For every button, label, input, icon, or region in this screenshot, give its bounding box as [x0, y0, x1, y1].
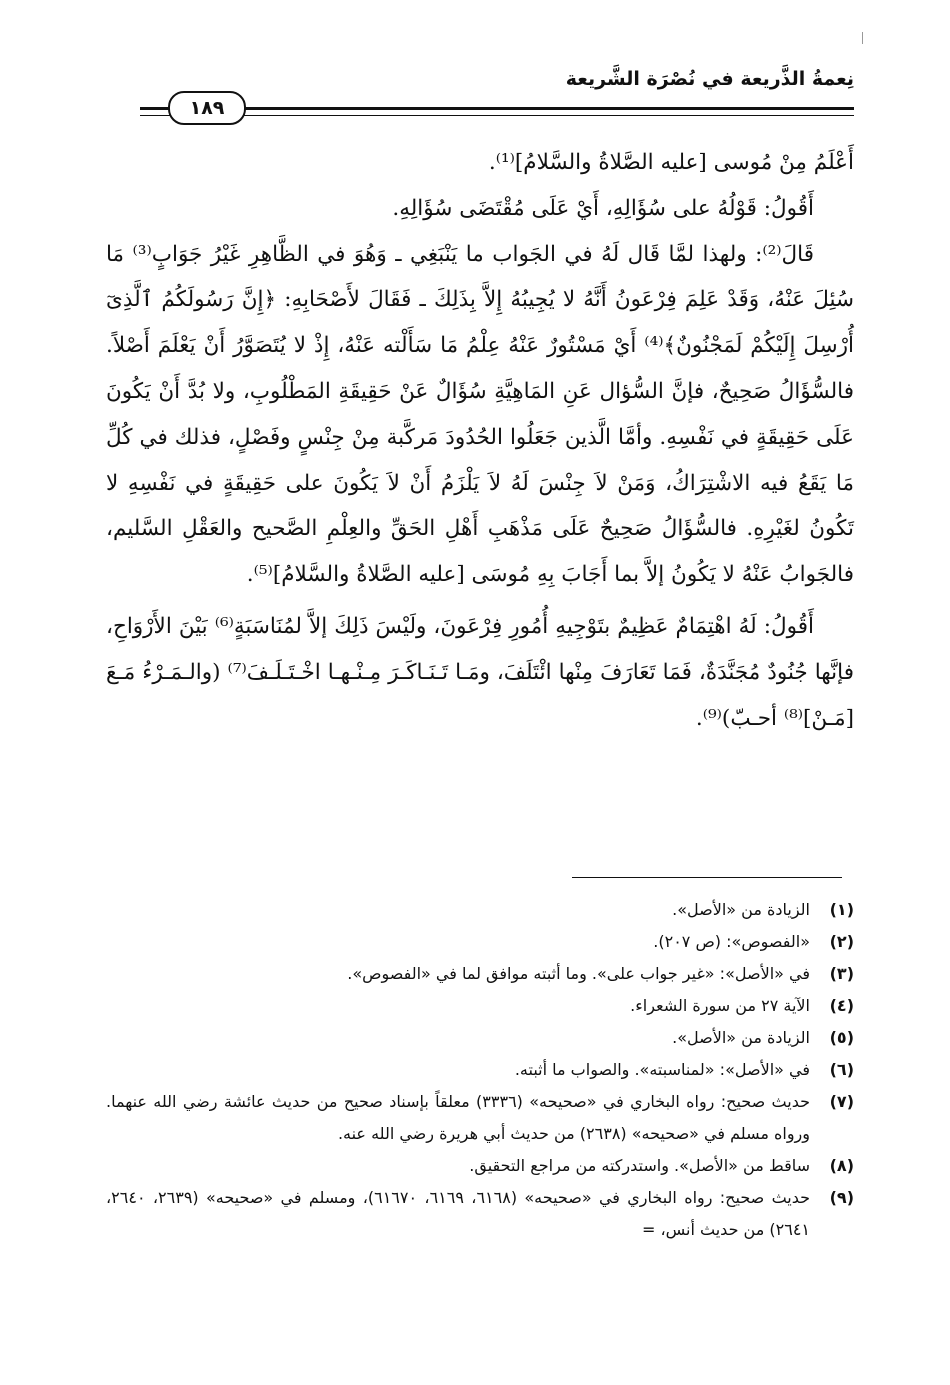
footnote-number: (١) [829, 900, 854, 919]
footnote-number: (٤) [829, 996, 854, 1015]
footnote [106, 958, 854, 990]
footnote-number: (٨) [829, 1156, 854, 1175]
main-text [106, 140, 854, 741]
footnote-text: ساقط من «الأصل». واستدركته من مراجع التحقيق. [469, 1156, 810, 1175]
footnote [106, 1086, 854, 1150]
paragraph: أَعْلَمُ مِنْ مُوسى [عليه الصَّلاةُ والسَّلامُ]⁽¹⁾. [488, 150, 854, 175]
paragraph: قَالَ⁽²⁾: ولهذا لمَّا قَال لَهُ في الجَواب ما يَنْبَغِي ـ وَهُوَ في الظَّاهِرِ غَيْرُ جَوَابٍ⁽³⁾ مَا سُئِلَ عَنْهُ، وَقَدْ عَلِمَ فِرْعَونُ أَنَّهُ لا يُجِيبُهُ إِلاَّ بِذَلِكَ ـ فَقَالَ لأَصْحَابِهِ: ﴿إِنَّ رَسُولَكُمُ ٱلَّذِىٓ أُرْسِلَ إِلَيْكُمْ لَمَجْنُونٌ﴾⁽⁴⁾ أَيْ مَسْتُورٌ عَنْهُ عِلْمُ مَا سَأَلْته عَنْهُ، إِذْ لا يُتَصَوَّرُ أَنْ يَعْلَمَ أَصْلاً. فالسُّؤَالُ صَحِيحٌ، فإنَّ السُّؤال عَنِ المَاهِيَّةِ سُؤَالٌ عَنْ حَقِيقَةِ المَطْلُوبِ، ولا بُدَّ أَنْ يَكُونَ عَلَى حَقِيقَةٍ في نَفْسِهِ. وأمَّا الَّذين جَعَلُوا الحُدُودَ مَركَّبة مِنْ جِنْسٍ وفَصْلٍ، فذلك في كُلِّ مَا يَقَعُ فيه الاشْتِرَاكُ، وَمَنْ لاَ جِنْسَ لَهُ لاَ يَلْزَمُ أَنْ لاَ يَكُونَ على حَقِيقَةٍ في نَفْسِهِ لا تَكُونُ لغَيْرِهِ. فالسُّؤَالُ صَحِيحٌ عَلَى مَذْهَبِ أَهْلِ الحَقِّ والعِلْمِ الصَّحيح والعَقْلِ السَّليم، فالجَوابُ عَنْهُ لا يَكُونُ إلاَّ بما أَجَابَ بِهِ مُوسَى [عليه الصَّلاةُ والسَّلامُ]⁽⁵⁾. [106, 241, 854, 588]
footnote [106, 1150, 854, 1182]
footnote [106, 990, 854, 1022]
footnote-separator [572, 877, 842, 878]
footnote-number: (٧) [829, 1092, 854, 1111]
footnote-text: حديث صحيح: رواه البخاري في «صحيحه» (٦١٦٨، ٦١٦٩، ٦١٦٧٠)، ومسلم في «صحيحه» (٢٦٣٩، ٢٦٤٠، ٢٦٤١) من حديث أنس، = [106, 1188, 811, 1239]
footnote-number: (٦) [829, 1060, 854, 1079]
footnote [106, 894, 854, 926]
footnote [106, 1022, 854, 1054]
footnote-text: الزيادة من «الأصل». [672, 1028, 810, 1047]
footnote-text: الآية ٢٧ من سورة الشعراء. [630, 996, 810, 1015]
footnote-text: حديث صحيح: رواه البخاري في «صحيحه» (٣٣٣٦) معلقاً بإسناد صحيح من حديث عائشة رضي الله عنهما. ورواه مسلم في «صحيحه» (٢٦٣٨) من حديث أبي هريرة رضي الله عنه. [106, 1092, 811, 1143]
crop-mark [862, 32, 863, 44]
footnote-text: في «الأصل»: «لمناسبته». والصواب ما أثبته. [514, 1060, 810, 1079]
paragraph: أَقُولُ: قَوْلُهُ على سُؤَالِهِ، أَيْ عَلَى مُقْتَضَى سُؤَالِهِ. [392, 195, 814, 221]
footnotes [106, 894, 854, 1246]
footnote-text: في «الأصل»: «غير جواب على». وما أثبته موافق لما في «الفصوص». [347, 964, 810, 983]
paragraph: أَقُولُ: لَهُ اهْتِمَامٌ عَظِيمٌ بتَوْجِيهِ أُمُورِ فِرْعَونَ، ولَيْسَ ذَلِكَ إلاَّ لمُنَاسَبَةٍ⁽⁶⁾ بَيْنَ الأَرْوَاحِ، فإنَّها جُنُودٌ مُجَنَّدَةٌ، فَمَا تَعَارَفَ مِنْها ائْتَلَفَ، ومَـا تَـنَـاكَـرَ مِـنْـهـا اخْـتَـلَـفَ⁽⁷⁾ (والـمَـرْءُ مَـعَ [مَـنْ]⁽⁸⁾ أحـبّ)⁽⁹⁾. [106, 613, 854, 731]
footnote-text: «الفصوص»: (ص ٢٠٧). [653, 932, 810, 951]
footnote-text: الزيادة من «الأصل». [672, 900, 810, 919]
footnote [106, 1054, 854, 1086]
running-title: نِعمةُ الذَّريعة في نُصْرَة الشَّريعة [565, 68, 854, 90]
page-number: ١٨٩ [168, 91, 246, 125]
footnote-number: (٢) [829, 932, 854, 951]
footnote [106, 926, 854, 958]
footnote [106, 1182, 854, 1246]
footnote-number: (٣) [829, 964, 854, 983]
footnote-number: (٥) [829, 1028, 854, 1047]
header-rule [140, 107, 854, 116]
footnote-number: (٩) [829, 1188, 854, 1207]
